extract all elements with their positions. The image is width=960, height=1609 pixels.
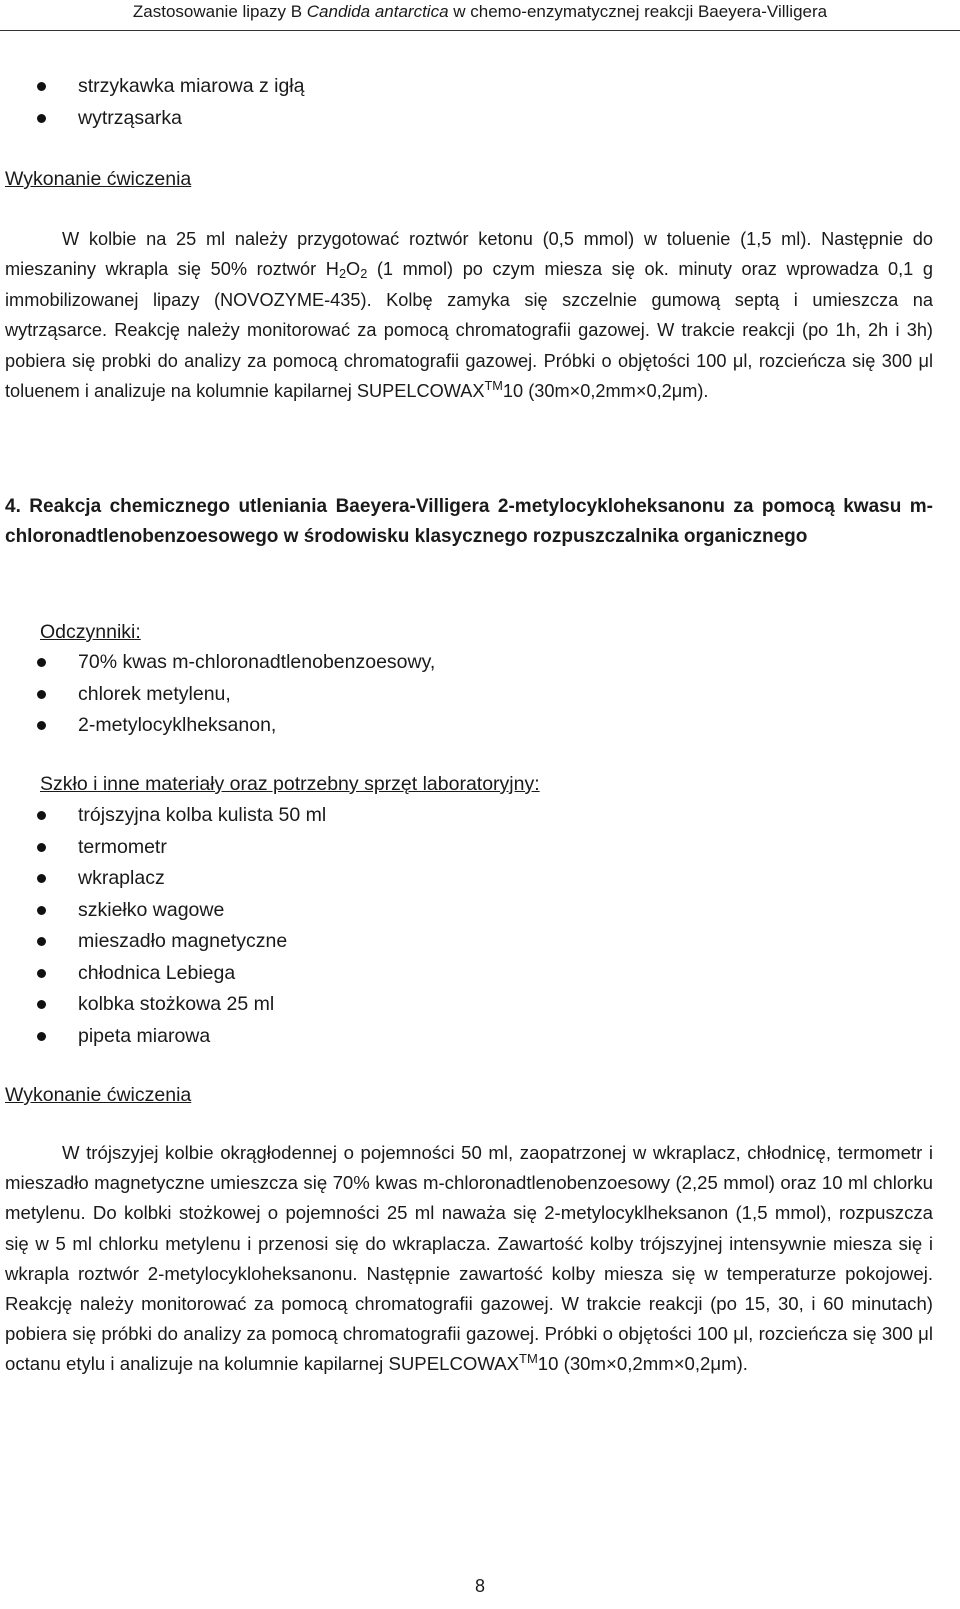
section-title: 4. Reakcja chemicznego utleniania Baeyera-Villigera 2-metylocykloheksanonu za pomocą kwasu m-chloronadtlenobenzoesowego w środowisku klasycznego rozpuszczalnika organicznego (5, 496, 933, 547)
equipment-heading: Szkło i inne materiały oraz potrzebny sprzęt laboratoryjny: (40, 773, 540, 795)
procedure-heading-1: Wykonanie ćwiczenia (5, 168, 192, 190)
list-item: wytrząsarka (0, 103, 960, 135)
bullet-icon (37, 1032, 46, 1041)
reagents-heading: Odczynniki: (40, 621, 141, 643)
equipment-list-continued (0, 71, 960, 134)
bullet-icon (37, 1000, 46, 1009)
bullet-icon (37, 690, 46, 699)
bullet-icon (37, 811, 46, 820)
list-item: wkraplacz (0, 863, 960, 895)
list-item: mieszadło magnetyczne (0, 926, 960, 958)
header-title-prefix: Zastosowanie lipazy B (132, 2, 307, 21)
list-item: termometr (0, 832, 960, 864)
header-title-italic: Candida antarctica (306, 2, 449, 21)
procedure-heading-2: Wykonanie ćwiczenia (5, 1084, 192, 1106)
list-item: szkiełko wagowe (0, 895, 960, 927)
bullet-icon (37, 658, 46, 667)
bullet-icon (37, 843, 46, 852)
bullet-icon (37, 937, 46, 946)
procedure-paragraph-2: W trójszyjej kolbie okrągłodennej o pojemności 50 ml, zaopatrzonej w wkraplacz, chłodnicę, termometr i mieszadło magnetyczne umieszcza się 70% kwas m-chloronadtlenobenzoesowy (2,25 mmol) oraz 10 ml chlorku metylenu. Do kolbki stożkowej o pojemności 25 ml naważa się 2-metylocyklheksanon (1,5 mmol), rozpuszcza się w 5 ml chlorku metylenu i przenosi się do wkraplacza. Zawartość kolby trójszyjnej intensywnie miesza się i wkrapla roztwór 2-metylocykloheksanonu. Następnie zawartość kolby miesza się w temperaturze pokojowej. Reakcję należy monitorować za pomocą chromatografii gazowej. W trakcie reakcji (po 15, 30, i 60 minutach) pobiera się próbki do analizy za pomocą chromatografii gazowej. Próbki o objętości 100 μl, rozcieńcza się 300 μl octanu etylu i analizuje na kolumnie kapilarnej SUPELCOWAX™10 (30m×0,2mm×0,2μm). (5, 1142, 933, 1375)
list-item: 2-metylocyklheksanon, (0, 710, 960, 742)
page-number: 8 (474, 1576, 485, 1596)
reagents-list (0, 647, 960, 742)
bullet-icon (37, 874, 46, 883)
bullet-icon (37, 82, 46, 91)
equipment-list (0, 800, 960, 1052)
bullet-icon (37, 721, 46, 730)
bullet-icon (37, 906, 46, 915)
list-item: kolbka stożkowa 25 ml (0, 989, 960, 1021)
list-item: chlorek metylenu, (0, 679, 960, 711)
list-item: strzykawka miarowa z igłą (0, 71, 960, 103)
list-item: pipeta miarowa (0, 1021, 960, 1053)
procedure-paragraph-1: W kolbie na 25 ml należy przygotować roztwór ketonu (0,5 mmol) w toluenie (1,5 ml). Następnie do mieszaniny wkrapla się 50% roztwór $H_2O_2$ (1 mmol) po czym miesza się ok. minuty oraz wprowadza 0,1 g immobilizowanej lipazy (NOVOZYME-435). Kolbę zamyka się szczelnie gumową septą i umieszcza na wytrząsarce. Reakcję należy monitorować za pomocą chromatografii gazowej. W trakcie reakcji (po 1h, 2h i 3h) pobiera się probki do analizy za pomocą chromatografii gazowej. Próbki o objętości 100 μl, rozcieńcza się 300 μl toluenem i analizuje na kolumnie kapilarnej SUPELCOWAX™10 (30m×0,2mm×0,2μm). (5, 229, 933, 402)
bullet-icon (37, 114, 46, 123)
list-item: trójszyjna kolba kulista 50 ml (0, 800, 960, 832)
list-item: 70% kwas m-chloronadtlenobenzoesowy, (0, 647, 960, 679)
bullet-icon (37, 969, 46, 978)
header-title-suffix: w chemo-enzymatycznej reakcji Baeyera-Villigera (448, 2, 828, 21)
running-header (0, 0, 960, 31)
list-item: chłodnica Lebiega (0, 958, 960, 990)
